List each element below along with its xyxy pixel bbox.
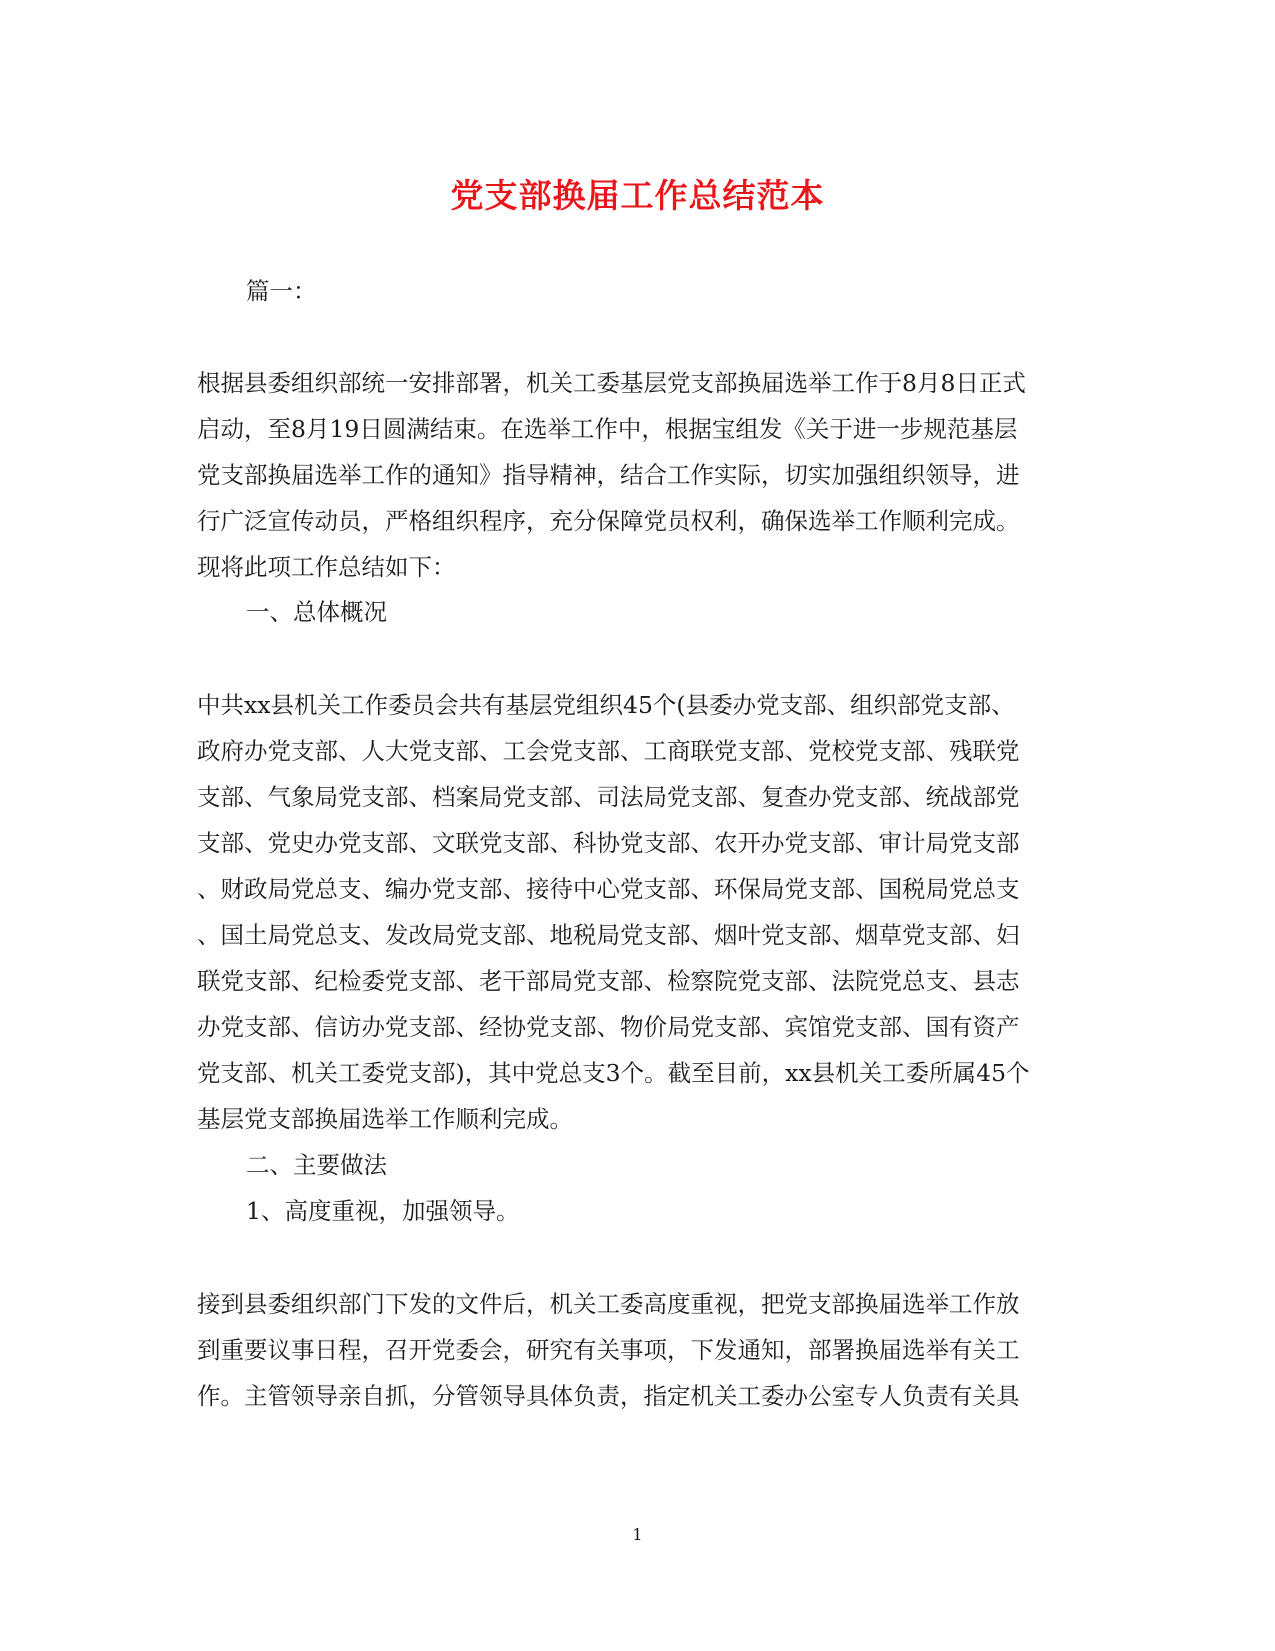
section-heading-methods: 二、主要做法 [246,1151,387,1179]
section1-line: 、财政局党总支、编办党支部、接待中心党支部、环保局党支部、国税局党总支 [197,875,1020,903]
subsection1-line: 作。主管领导亲自抓，分管领导具体负责，指定机关工委办公室专人负责有关具 [197,1382,1020,1410]
subsection1-line: 到重要议事日程，召开党委会，研究有关事项，下发通知，部署换届选举有关工 [197,1336,1020,1364]
subsection1-line: 接到县委组织部门下发的文件后，机关工委高度重视，把党支部换届选举工作放 [197,1290,1020,1318]
intro-line: 启动，至8月19日圆满结束。在选举工作中，根据宝组发《关于进一步规范基层 [197,415,1018,443]
section1-line: 联党支部、纪检委党支部、老干部局党支部、检察院党支部、法院党总支、县志 [197,967,1020,995]
intro-line: 现将此项工作总结如下： [197,553,456,581]
section1-line: 中共xx县机关工作委员会共有基层党组织45个(县委办党支部、组织部党支部、 [197,691,1015,719]
subsection-heading-leadership: 1、高度重视，加强领导。 [246,1197,520,1225]
section1-line: 办党支部、信访办党支部、经协党支部、物价局党支部、宾馆党支部、国有资产 [197,1013,1020,1041]
section1-line: 支部、党史办党支部、文联党支部、科协党支部、农开办党支部、审计局党支部 [197,829,1020,857]
page-number: 1 [632,1525,643,1544]
intro-line: 根据县委组织部统一安排部署，机关工委基层党支部换届选举工作于8月8日正式 [197,369,1026,397]
intro-line: 行广泛宣传动员，严格组织程序，充分保障党员权利，确保选举工作顺利完成。 [197,507,1020,535]
section1-line: 政府办党支部、人大党支部、工会党支部、工商联党支部、党校党支部、残联党 [197,737,1020,765]
part-label: 篇一： [246,277,317,305]
section1-line: 支部、气象局党支部、档案局党支部、司法局党支部、复查办党支部、统战部党 [197,783,1020,811]
document-title: 党支部换届工作总结范本 [450,176,825,215]
section1-line: 基层党支部换届选举工作顺利完成。 [197,1105,573,1133]
section1-line: 党支部、机关工委党支部)，其中党总支3个。截至目前，xx县机关工委所属45个 [197,1059,1030,1087]
section-heading-overview: 一、总体概况 [246,598,387,626]
intro-line: 党支部换届选举工作的通知》指导精神，结合工作实际，切实加强组织领导，进 [197,461,1020,489]
section1-line: 、国土局党总支、发改局党支部、地税局党支部、烟叶党支部、烟草党支部、妇 [197,921,1020,949]
